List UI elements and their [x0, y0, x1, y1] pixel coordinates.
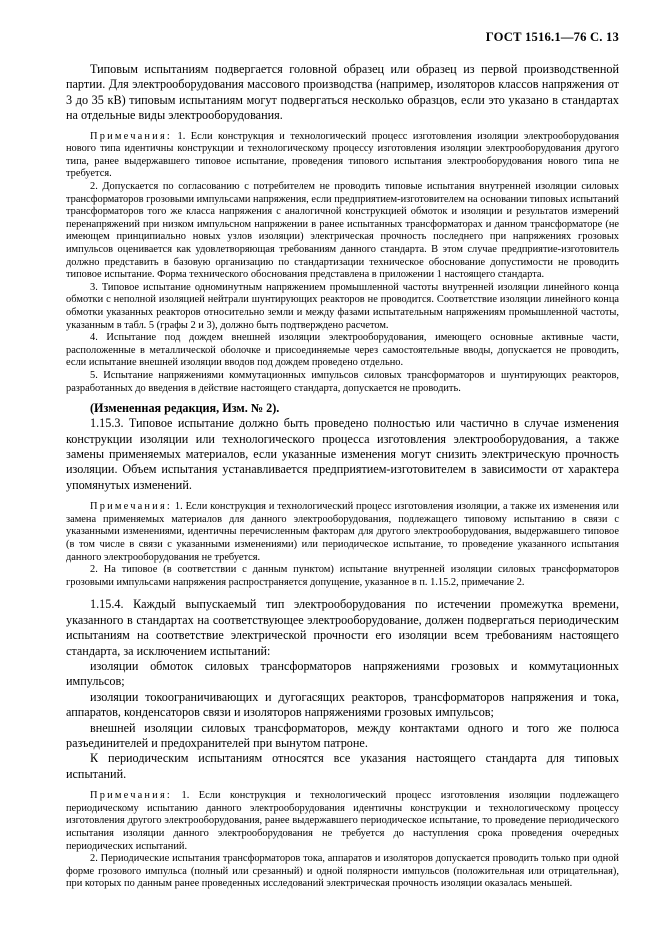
paragraph-intro: Типовым испытаниям подвергается головной образец или образец из первой производственной партии. Для электрооборудования массового производства (например, изоляторов классов напряжения от 3 до 35 кВ) типовым испытаниям могут подвергаться несколько образцов, если это указано в стандартах на отдельные виды электрооборудования.: [66, 62, 619, 123]
exception-item-2: изоляции токоограничивающих и дугогасящих реакторов, трансформаторов напряжения и тока, аппаратов, конденсаторов связи и изоляторов напряжениями грозовых импульсов;: [66, 689, 619, 720]
note-1-5: 5. Испытание напряжениями коммутационных импульсов силовых трансформаторов и шунтирующих реакторов, разработанных до введения в действие настоящего стандарта, допускается не проводить.: [66, 369, 619, 394]
note-3-2: 2. Периодические испытания трансформаторов тока, аппаратов и изоляторов допускается проводить только при одной форме грозового импульса (полный или срезанный) и одной полярности импульсов (положительная или отрицательная), при которых по данным ранее проведенных исследований электрическая прочность изоляции оказалась меньшей.: [66, 853, 619, 890]
notes-block-3: [66, 790, 619, 891]
note-1-1: [66, 131, 619, 181]
note-1-4: 4. Испытание под дождем внешней изоляции электрооборудования, имеющего основные активные части, расположенные в металлической оболочке и присоединяемые через самостоятельные вводы, допускается не проводить, если испытание внешней изоляции вводов под дождем проведено отдельно.: [66, 332, 619, 369]
paragraph-1-15-4: 1.15.4. Каждый выпускаемый тип электрооборудования по истечении промежутка времени, указанного в стандартах на соответствующее электрооборудование, должен подвергаться периодическим испытаниям на соответствие электрической прочности его изоляции всем требованиям настоящего стандарта, за исключением испытаний:: [66, 597, 619, 658]
note-3-1: [66, 790, 619, 853]
notes-block-1: [66, 131, 619, 395]
notes-label: Примечания:: [90, 130, 173, 142]
paragraph-1-15-3: 1.15.3. Типовое испытание должно быть проведено полностью или частично в случае изменения конструкции изоляции или технологического процесса изготовления электрооборудования, а также замены применяемых материалов, если указанные изменения могут снизить электрическую прочность изоляции. Объем испытания устанавливается предприятием-изготовителем в зависимости от характера упомянутых изменений.: [66, 416, 619, 492]
notes-label: Примечания:: [90, 501, 173, 513]
exception-item-3: внешней изоляции силовых трансформаторов, между контактами одного и того же полюса разъединителей и предохранителей при вынутом патроне.: [66, 720, 619, 750]
exception-item-1: изоляции обмоток силовых трансформаторов напряжениями грозовых и коммутационных импульсов;: [66, 658, 619, 689]
note-text: 1. Если конструкция и технологический процесс изготовления изоляции электрооборудования нового типа идентичны конструкции и технологическому процессу изготовления изоляции электрооборудования другого типа, ранее выдержавшего типовое испытание, проведения типового испытания электрооборудования нового типа не требуется.: [66, 130, 619, 180]
note-1-2: 2. Допускается по согласованию с потребителем не проводить типовые испытания внутренней изоляции силовых трансформаторов грозовыми импульсами напряжения, если предприятием-изготовителем на основании типовых испытаний трансформаторов того же класса напряжения с аналогичной конструкцией обмоток и изоляции и результатов измерений перенапряжений при низком импульсном напряжении в ранее испытанных трансформаторах и данном трансформаторе (не имеющем принципиально новых узлов изоляции) электрическая прочность последнего при напряжениях грозовых импульсов оценивается как удовлетворяющая требованиям данного стандарта. В этом случае предприятие-изготовитель должно представить в базовую организацию по стандартизации техническое обоснование допустимости не проводить типовое испытание. Форма технического обоснования представлена в приложении 1 настоящего стандарта.: [66, 181, 619, 281]
note-1-3: 3. Типовое испытание одноминутным напряжением промышленной частоты внутренней изоляции линейного конца обмотки с неполной изоляцией нейтрали шунтирующих реакторов не проводится. Соответствие изоляции линейного конца обмотки указанных реакторов относительно земли и между фазами испытательным напряжениям промышленной частоты, указанным в табл. 5 (графы 2 и 3), должно быть подтверждено расчетом.: [66, 281, 619, 331]
amendment-note: (Измененная редакция, Изм. № 2).: [90, 401, 280, 416]
notes-block-2: [66, 501, 619, 589]
note-2-2: 2. На типовое (в соответствии с данным пунктом) испытание внутренней изоляции силовых трансформаторов грозовыми импульсами напряжения распространяется допущение, указанное в п. 1.15.2, примечание 2.: [66, 564, 619, 588]
note-2-1: [66, 501, 619, 564]
notes-label: Примечания:: [90, 790, 173, 802]
page-header: ГОСТ 1516.1—76 С. 13: [485, 30, 619, 44]
note-text: 1. Если конструкция и технологический процесс изготовления изоляции подлежащего периодическому испытанию данного электрооборудования идентичны конструкции и технологическому процессу изготовления другого электрооборудования, ранее выдержавшего периодическое испытание, то проведение периодического испытания изоляции данного электрооборудования не требуется до наступления срока проведения очередных периодических испытаний.: [66, 790, 619, 852]
note-text: 1. Если конструкция и технологический процесс изготовления изоляции, а также их изменения или замена применяемых материалов для данного электрооборудования, подлежащего типовому испытанию в связи с указанными изменениями, идентичны перечисленным факторам для другого электрооборудования, выдержавшего типовое (в том числе в связи с указанными изменениями) или периодическое испытание, то проведение указанного испытания данного электрооборудования не требуется.: [66, 501, 619, 563]
paragraph-periodic: К периодическим испытаниям относятся все указания настоящего стандарта для типовых испытаний.: [66, 751, 619, 781]
